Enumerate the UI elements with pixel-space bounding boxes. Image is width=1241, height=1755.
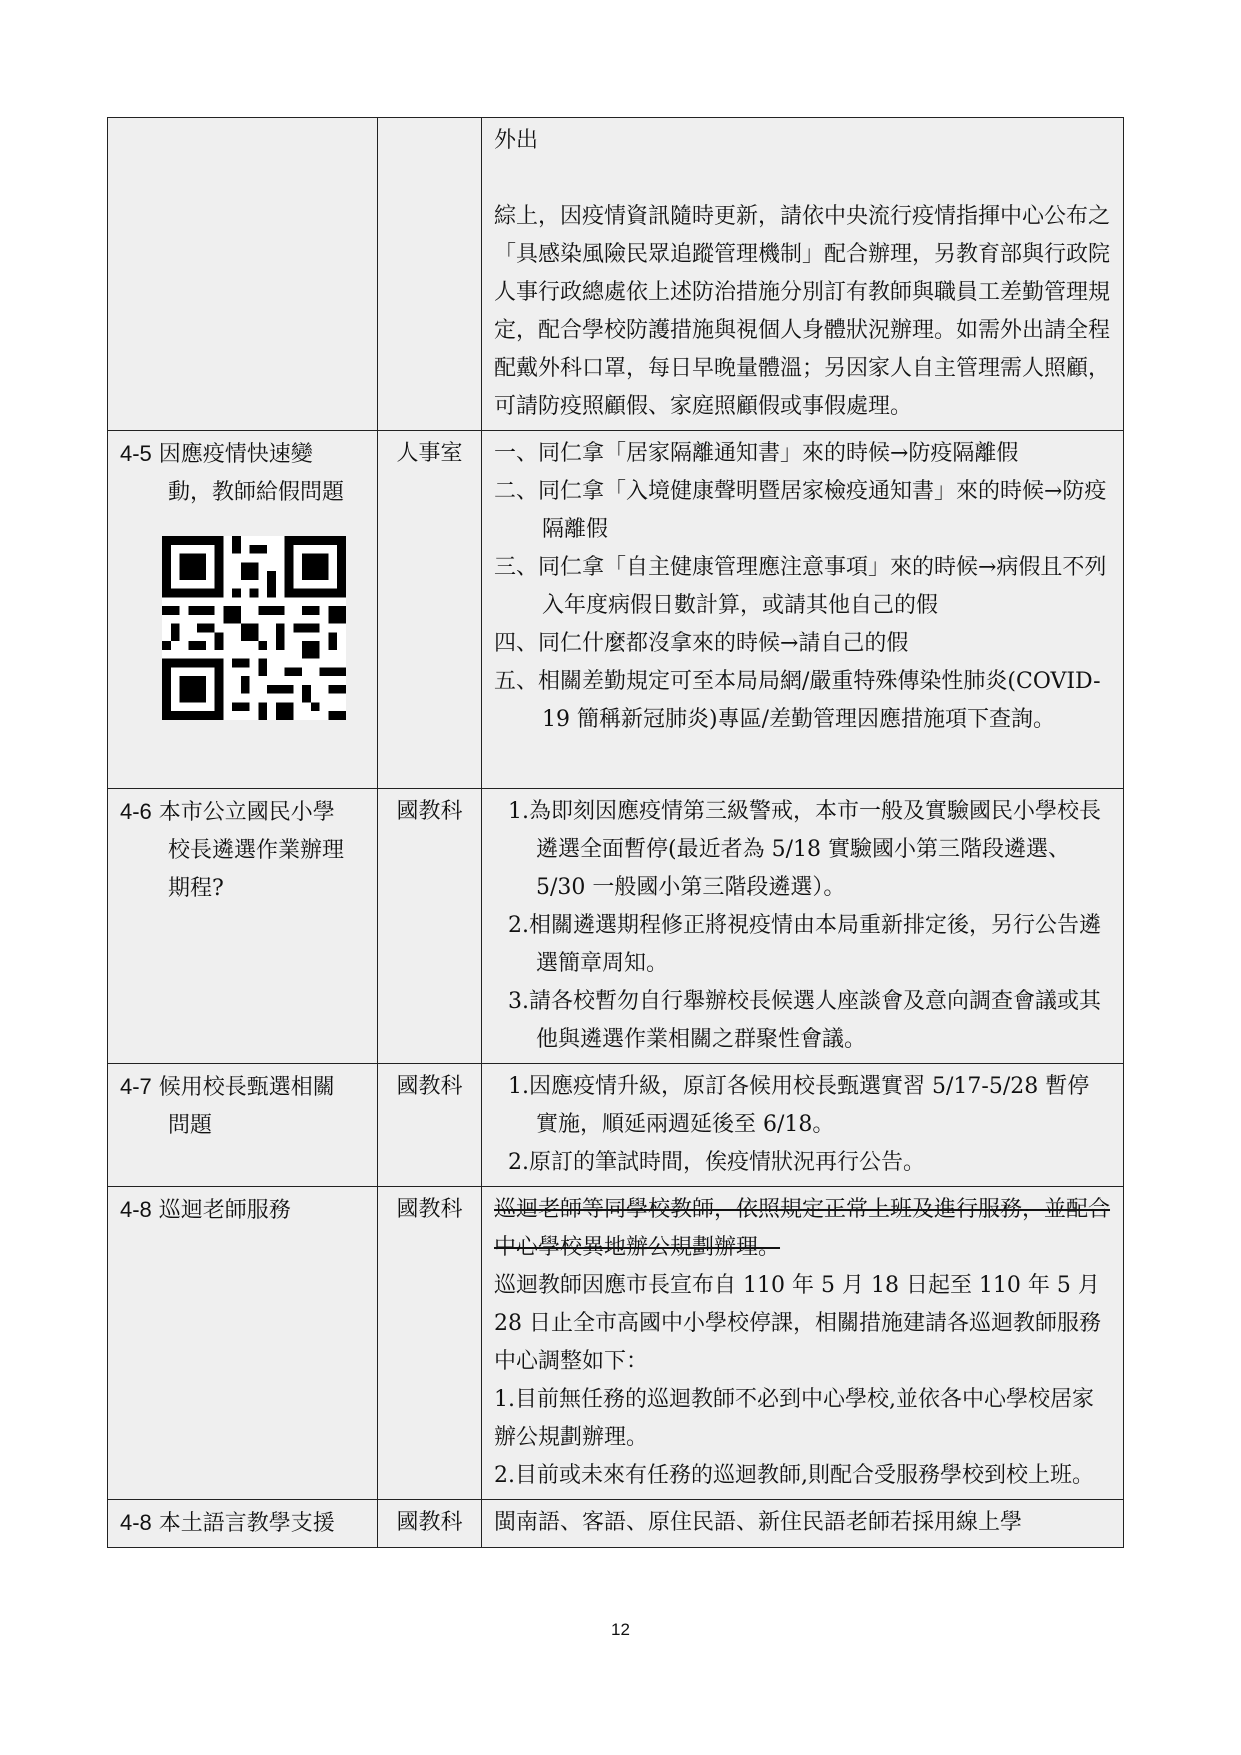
topic-code: 4-6 [120, 799, 152, 824]
content-cell [482, 789, 1124, 1064]
unit-cell: 人事室 [378, 431, 482, 789]
content-paragraph: 巡迴教師因應市長宣布自 110 年 5 月 18 日起至 110 年 5 月 28 日止全市高國中小學校停課，相關措施建請各巡迴教師服務中心調整如下： [494, 1273, 1101, 1374]
list-item: 2.相關遴選期程修正將視疫情由本局重新排定後，另行公告遴選簡章周知。 [508, 913, 1101, 976]
table-row [108, 1064, 1124, 1187]
topic-cell [108, 789, 378, 1064]
content-paragraph: 綜上，因疫情資訊隨時更新，請依中央流行疫情指揮中心公布之「具感染風險民眾追蹤管理機制」配合辦理，另教育部與行政院人事行政總處依上述防治措施分別訂有教師與職員工差勤管理規定，配合學校防護措施與視個人身體狀況辦理。如需外出請全程配戴外科口罩，每日早晚量體溫；另因家人自主管理需人照顧，可請防疫照顧假、家庭照顧假或事假處理。 [494, 204, 1111, 419]
list-item: 五、相關差勤規定可至本局局網/嚴重特殊傳染性肺炎(COVID-19 簡稱新冠肺炎)專區/差勤管理因應措施項下查詢。 [494, 669, 1101, 732]
topic-cell [108, 118, 378, 431]
table-row [108, 1187, 1124, 1500]
topic-cell [108, 431, 378, 789]
topic-title: 本市公立國民小學 [158, 800, 335, 825]
list-item: 1.為即刻因應疫情第三級警戒，本市一般及實驗國民小學校長遴選全面暫停(最近者為 5/18 實驗國小第三階段遴選、5/30 一般國小第三階段遴選）。 [508, 799, 1101, 900]
topic-code: 4-7 [120, 1074, 152, 1099]
table-row [108, 789, 1124, 1064]
list-item: 三、同仁拿「自主健康管理應注意事項」來的時候→病假且不列入年度病假日數計算，或請其他自己的假 [494, 555, 1107, 618]
content-cell [482, 431, 1124, 789]
list-item: 1.因應疫情升級，原訂各候用校長甄選實習 5/17-5/28 暫停實施，順延兩週延後至 6/18。 [508, 1074, 1090, 1137]
topic-cell [108, 1187, 378, 1500]
table-row [108, 431, 1124, 789]
topic-title: 巡迴老師服務 [158, 1198, 291, 1223]
topic-title-cont: 問題 [168, 1113, 213, 1138]
content-cell [482, 1187, 1124, 1500]
struck-text: 巡迴老師等同學校教師，依照規定正常上班及進行服務，並配合中心學校異地辦公規劃辦理。 [494, 1197, 1111, 1260]
topic-title-cont: 校長遴選作業辦理期程? [168, 838, 345, 901]
page-number: 12 [611, 1620, 630, 1639]
unit-cell: 國教科 [378, 1187, 482, 1500]
content-cell [482, 1064, 1124, 1187]
unit-cell [378, 118, 482, 431]
content-cell [482, 1500, 1124, 1548]
table-row [108, 118, 1124, 431]
list-item: 四、同仁什麼都沒拿來的時候→請自己的假 [494, 631, 909, 656]
topic-title: 候用校長甄選相關 [158, 1075, 335, 1100]
list-item: 2.原訂的筆試時間，俟疫情狀況再行公告。 [508, 1150, 925, 1175]
content-paragraph: 2.目前或未來有任務的巡迴教師,則配合受服務學校到校上班。 [494, 1463, 1094, 1488]
topic-code: 4-8 [120, 1197, 152, 1222]
list-item: 二、同仁拿「入境健康聲明暨居家檢疫通知書」來的時候→防疫隔離假 [494, 479, 1107, 542]
table-row [108, 1500, 1124, 1548]
qr-code-icon[interactable] [162, 536, 346, 720]
unit-cell: 國教科 [378, 789, 482, 1064]
topic-title-cont: 動，教師給假問題 [168, 480, 345, 505]
topic-code: 4-8 [120, 1510, 152, 1535]
content-line: 外出 [494, 128, 539, 153]
topic-title: 因應疫情快速變 [158, 442, 313, 467]
list-item: 3.請各校暫勿自行舉辦校長候選人座談會及意向調查會議或其他與遴選作業相關之群聚性會議。 [508, 989, 1101, 1052]
content-paragraph: 1.目前無任務的巡迴教師不必到中心學校,並依各中心學校居家辦公規劃辦理。 [494, 1387, 1094, 1450]
topic-cell [108, 1064, 378, 1187]
document-table [107, 117, 1124, 1548]
topic-title: 本土語言教學支援 [158, 1511, 335, 1536]
list-item: 一、同仁拿「居家隔離通知書」來的時候→防疫隔離假 [494, 441, 1019, 466]
unit-cell: 國教科 [378, 1500, 482, 1548]
content-cell [482, 118, 1124, 431]
topic-cell [108, 1500, 378, 1548]
topic-code: 4-5 [120, 441, 152, 466]
unit-cell: 國教科 [378, 1064, 482, 1187]
content-paragraph: 閩南語、客語、原住民語、新住民語老師若採用線上學 [494, 1510, 1023, 1535]
